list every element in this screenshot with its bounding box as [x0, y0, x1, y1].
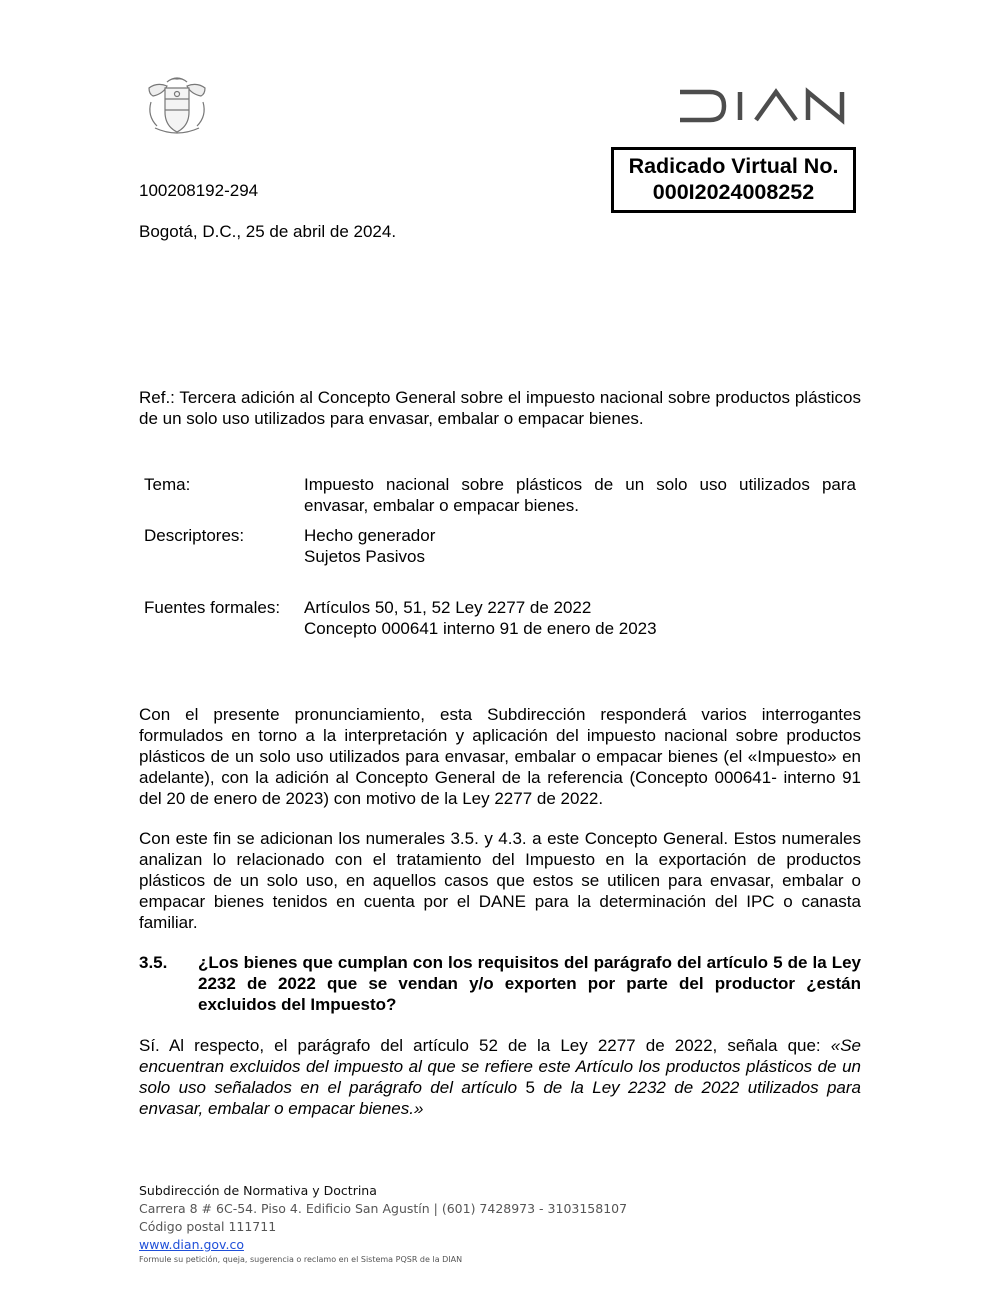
coat-of-arms-seal	[143, 72, 211, 138]
descriptor-item: Hecho generador	[304, 526, 436, 545]
reference-number: 100208192-294	[139, 181, 259, 200]
reference-paragraph: Ref.: Tercera adición al Concepto General sobre el impuesto nacional sobre productos plásticos de un solo uso utilizados para envasar, embalar o empacar bienes.	[139, 388, 861, 428]
radicado-label: Radicado Virtual No.	[628, 154, 839, 178]
legal-quote: «Se encuentran excluidos del impuesto al que se refiere este Artículo los productos plásticos de un solo uso señalados en el parágrafo del artículo	[139, 1036, 861, 1097]
radicado-box	[611, 147, 856, 213]
dian-logo	[676, 86, 860, 126]
body-paragraph-3	[139, 1035, 861, 1119]
footer-website-link[interactable]: www.dian.gov.co	[139, 1237, 244, 1252]
fuentes-label: Fuentes formales:	[144, 598, 281, 617]
footer-address: Carrera 8 # 6C-54. Piso 4. Edificio San Agustín | (601) 7428973 - 3103158107	[139, 1201, 628, 1216]
article-number: 5	[525, 1078, 535, 1097]
fuente-item: Concepto 000641 interno 91 de enero de 2023	[304, 619, 657, 638]
descriptores-label: Descriptores:	[144, 526, 245, 545]
tema-value: Impuesto nacional sobre plásticos de un solo uso utilizados para envasar, embalar o empacar bienes.	[304, 475, 856, 515]
fuente-item: Artículos 50, 51, 52 Ley 2277 de 2022	[304, 598, 592, 617]
descriptor-item: Sujetos Pasivos	[304, 547, 425, 566]
paragraph-3-intro: Sí. Al respecto, el parágrafo del artículo 52 de la Ley 2277 de 2022, señala que:	[139, 1036, 831, 1055]
body-paragraph-1: Con el presente pronunciamiento, esta Subdirección responderá varios interrogantes formulados en torno a la interpretación y aplicación del impuesto nacional sobre productos plásticos de un solo uso utilizados para envasar, embalar o empacar bienes (el «Impuesto» en adelante), con la adición al Concepto General de la referencia (Concepto 000641- interno 91 del 20 de enero de 2023) con motivo de la Ley 2277 de 2022.	[139, 705, 861, 808]
footer-office: Subdirección de Normativa y Doctrina	[139, 1183, 377, 1198]
body-paragraph-2: Con este fin se adicionan los numerales 3.5. y 4.3. a este Concepto General. Estos numerales analizan lo relacionado con el tratamiento del Impuesto en la exportación de productos plásticos de un solo uso, en aquellos casos que estos se utilicen para envasar, embalar o empacar bienes tenidos en cuenta por el DANE para la determinación del IPC o canasta familiar.	[139, 829, 861, 932]
legal-quote-end: de la Ley 2232 de 2022 utilizados para envasar, embalar o empacar bienes.»	[139, 1078, 862, 1118]
radicado-number: 000I2024008252	[652, 180, 815, 204]
section-number: 3.5.	[139, 953, 168, 972]
tema-label: Tema:	[144, 475, 191, 494]
section-heading: ¿Los bienes que cumplan con los requisitos del parágrafo del artículo 5 de la Ley 2232 de 2022 que se vendan y/o exporten por parte del productor ¿están excluidos del Impuesto?	[198, 953, 861, 1014]
place-date: Bogotá, D.C., 25 de abril de 2024.	[139, 222, 397, 241]
footer-postal-code: Código postal 111711	[139, 1219, 277, 1234]
footer-note: Formule su petición, queja, sugerencia o reclamo en el Sistema PQSR de la DIAN	[139, 1255, 463, 1264]
